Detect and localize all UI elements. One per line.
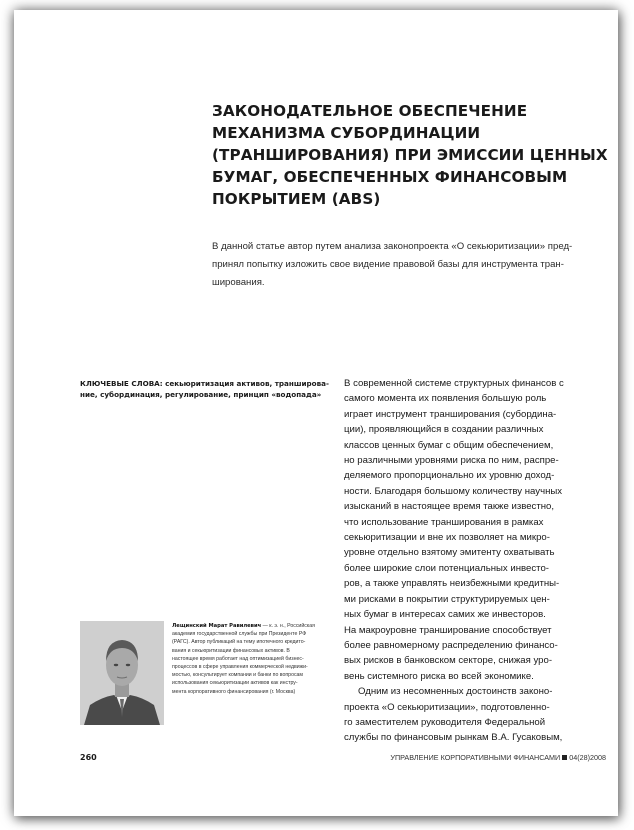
author-bio-line: процессов в сфере управления коммерческой недвижи- xyxy=(172,664,308,671)
journal-page xyxy=(14,10,618,816)
body-line: ных бумаг в интересах самих же инвесторов. xyxy=(344,609,546,621)
body-line: ции), проявляющийся в создании различных xyxy=(344,424,544,436)
body-line: службы по финансовым рынкам В.А. Гусаковым, xyxy=(344,732,563,744)
author-portrait-image xyxy=(80,621,164,725)
body-line: деляемого пропорционально их уровню доход- xyxy=(344,470,555,482)
body-line: вых рисков в банковском секторе, снижая уро- xyxy=(344,655,553,667)
body-line: проекта «О секьюритизации», подготовленно- xyxy=(344,701,550,713)
author-bio-line: мента корпоративного финансирования (г. Москва) xyxy=(172,688,296,695)
author-photo xyxy=(80,621,164,725)
article-title xyxy=(212,100,608,210)
body-line: изысканий в настоящее время также известно, xyxy=(344,501,555,513)
keywords-line: КЛЮЧЕВЫЕ СЛОВА: секьюритизация активов, транширова- xyxy=(80,379,330,388)
square-bullet-icon xyxy=(562,755,567,760)
author-bio-line: использования секьюритизации активов как инстру- xyxy=(172,680,298,687)
article-body xyxy=(344,376,606,746)
author-bio-line: мостью, консультирует компании и банки по вопросам xyxy=(172,672,304,679)
body-line: классов ценных бумаг с общим обеспечением, xyxy=(344,439,554,451)
author-bio-line: (РАГС). Автор публикаций на тему ипотечного кредито- xyxy=(172,639,306,646)
author-bio-line: вания и секьюритизации финансовых активов. В xyxy=(172,647,290,654)
abstract-line: принял попытку изложить свое видение правовой базы для инструмента тран- xyxy=(212,259,564,270)
body-line: секьюритизации и вне их позволяет на микро- xyxy=(344,532,550,544)
author-bio-text: — к. э. н., Российская xyxy=(261,623,315,629)
page-number: 260 xyxy=(80,753,97,762)
keywords-block xyxy=(80,378,330,400)
title-line: ЗАКОНОДАТЕЛЬНОЕ ОБЕСПЕЧЕНИЕ xyxy=(212,102,528,120)
body-line: играет инструмент транширования (субордина- xyxy=(344,408,557,420)
body-line: Одним из несомненных достоинств законо- xyxy=(358,686,553,698)
body-line: В современной системе структурных финансов с xyxy=(344,378,564,389)
body-line: самого момента их появления большую роль xyxy=(344,393,547,405)
title-line: (ТРАНШИРОВАНИЯ) ПРИ ЭМИССИИ ЦЕННЫХ xyxy=(212,146,608,164)
body-line: что использование транширования в рамках xyxy=(344,516,544,528)
author-bio xyxy=(172,622,332,696)
body-line: го заместителем руководителя Федеральной xyxy=(344,716,546,728)
body-line: ров, а также управлять неизбежными кредитны- xyxy=(344,578,560,590)
body-line: более равномерному распределению финансо- xyxy=(344,639,558,651)
body-line: ми рисками в покрытии структурируемых цен- xyxy=(344,593,550,605)
body-line: На макроуровне транширование способствует xyxy=(344,624,552,636)
body-line: более широкие слои потенциальных инвесто- xyxy=(344,562,549,574)
abstract-line: ширования. xyxy=(212,277,265,288)
author-bio-line xyxy=(172,622,332,630)
keywords-line: ние, субординация, регулирование, принцип «водопада» xyxy=(80,390,322,399)
title-line: МЕХАНИЗМА СУБОРДИНАЦИИ xyxy=(212,124,481,142)
journal-name: УПРАВЛЕНИЕ КОРПОРАТИВНЫМИ ФИНАНСАМИ xyxy=(390,753,561,762)
title-line: БУМАГ, ОБЕСПЕЧЕННЫХ ФИНАНСОВЫМ xyxy=(212,168,568,186)
article-abstract xyxy=(212,238,602,292)
author-name: Лещинский Марат Равилевич xyxy=(172,623,262,629)
author-bio-line: академия государственной службы при Президенте РФ xyxy=(172,631,307,638)
body-line: но различными уровнями риска по ним, распре- xyxy=(344,455,559,467)
journal-issue: 04(28)2008 xyxy=(569,753,606,762)
abstract-line: В данной статье автор путем анализа законопроекта «О секьюритизации» пред- xyxy=(212,241,573,252)
body-line: вень системного риска во всей экономике. xyxy=(344,670,534,682)
journal-footer xyxy=(344,753,606,762)
body-line: уровне отдельно взятому эмитенту охватывать xyxy=(344,547,555,559)
title-line: ПОКРЫТИЕМ (ABS) xyxy=(212,190,381,208)
author-bio-line: настоящее время работает над оптимизацией бизнес- xyxy=(172,655,304,662)
body-line: ности. Благодаря большому количеству научных xyxy=(344,485,563,497)
